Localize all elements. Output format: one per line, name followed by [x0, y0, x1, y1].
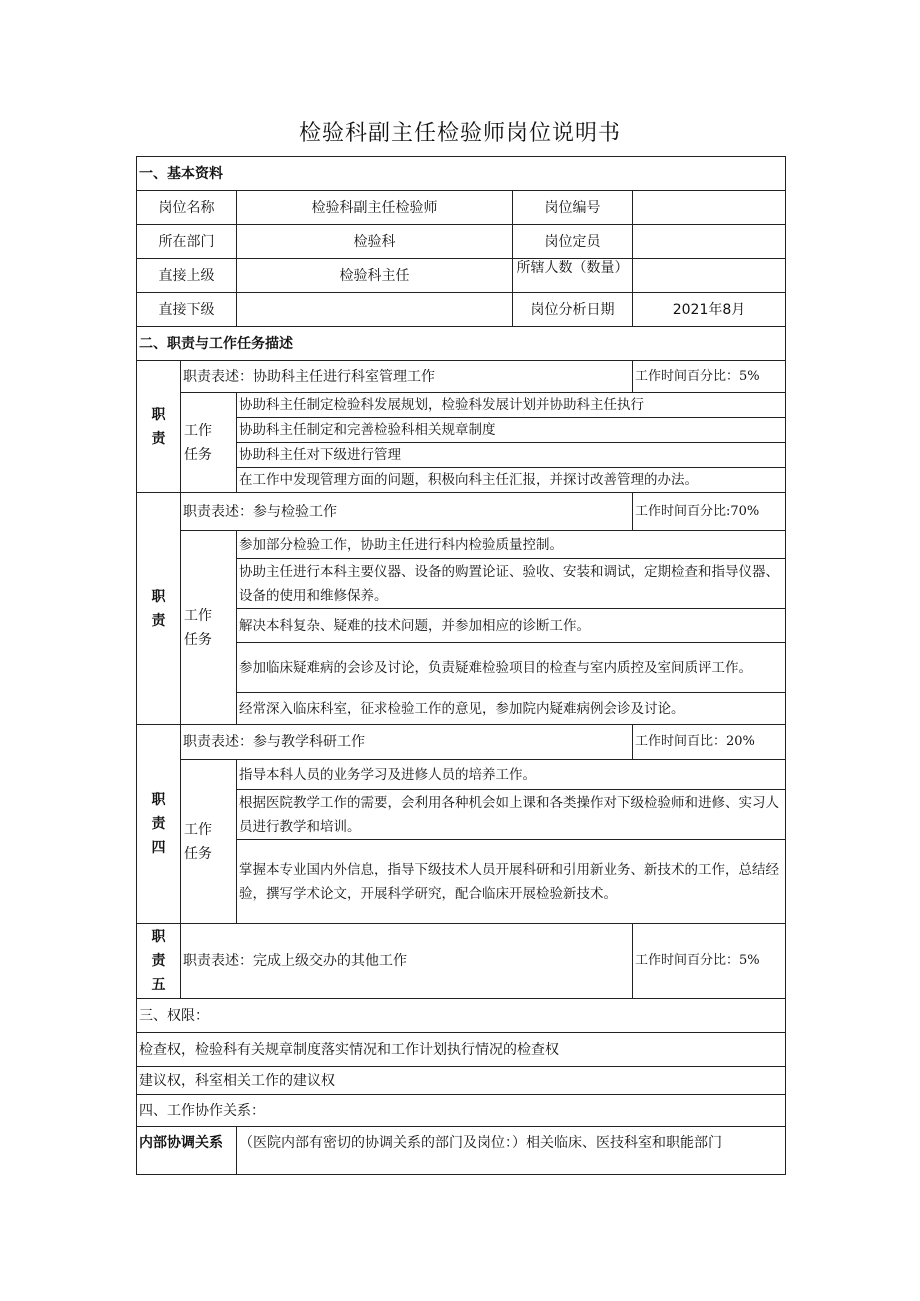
basic-info-row	[137, 225, 786, 259]
duty-label: 职 责 四	[137, 725, 181, 924]
authority-item: 检查权，检验科有关规章制度落实情况和工作计划执行情况的检查权	[137, 1033, 786, 1067]
basic-info-row	[137, 293, 786, 327]
duty-time-percent: 工作时间百分比：5%	[633, 924, 786, 999]
duty-row	[137, 924, 786, 999]
section-duties-heading: 二、职责与工作任务描述	[137, 327, 786, 361]
job-description-table	[136, 156, 786, 1175]
duty-row	[137, 361, 786, 393]
duty-description: 职责表述：协助科主任进行科室管理工作	[181, 361, 633, 393]
task-item: 解决本科复杂、疑难的技术问题，并参加相应的诊断工作。	[237, 609, 786, 643]
duty-row	[137, 725, 786, 760]
field-label: 岗位名称	[137, 191, 237, 225]
task-label: 工作 任务	[181, 760, 237, 924]
field-label: 岗位定员	[513, 225, 633, 259]
section-authority-heading: 三、权限：	[137, 999, 786, 1033]
duty-label: 职 责 五	[137, 924, 181, 999]
task-item: 协助主任进行本科主要仪器、设备的购置论证、验收、安装和调试，定期检查和指导仪器、设备的使用和维修保养。	[237, 559, 786, 609]
field-value: 检验科主任	[237, 259, 513, 293]
task-item: 指导本科人员的业务学习及进修人员的培养工作。	[237, 760, 786, 790]
duty-description: 职责表述：参与检验工作	[181, 493, 633, 531]
task-label: 工作 任务	[181, 393, 237, 493]
headcount-label: 所辖人数（数量）	[516, 259, 629, 276]
authority-item: 建议权，科室相关工作的建议权	[137, 1067, 786, 1095]
task-item: 协助科主任制定检验科发展规划，检验科发展计划并协助科主任执行	[237, 393, 786, 418]
field-value	[633, 259, 786, 293]
duty-description: 职责表述：参与教学科研工作	[181, 725, 633, 760]
field-value	[237, 293, 513, 327]
section-collaboration-heading: 四、工作协作关系：	[137, 1095, 786, 1127]
duty-time-percent: 工作时间百分比：5%	[633, 361, 786, 393]
document-title: 检验科副主任检验师岗位说明书	[298, 121, 621, 146]
task-item: 参加临床疑难病的会诊及讨论，负责疑难检验项目的检查与室内质控及室间质评工作。	[237, 643, 786, 693]
field-label	[513, 259, 633, 293]
task-item: 经常深入临床科室，征求检验工作的意见，参加院内疑难病例会诊及讨论。	[237, 693, 786, 725]
task-item: 掌握本专业国内外信息，指导下级技术人员开展科研和引用新业务、新技术的工作，总结经验，撰写学术论文，开展科学研究，配合临床开展检验新技术。	[237, 840, 786, 924]
internal-coordination-text: （医院内部有密切的协调关系的部门及岗位：）相关临床、医技科室和职能部门	[237, 1127, 786, 1175]
internal-coordination-label: 内部协调关系	[137, 1127, 237, 1175]
field-value: 2021年8月	[633, 293, 786, 327]
basic-info-row	[137, 259, 786, 293]
task-item: 参加部分检验工作，协助主任进行科内检验质量控制。	[237, 531, 786, 559]
duty-label: 职 责	[137, 361, 181, 493]
field-label: 直接下级	[137, 293, 237, 327]
duty-label: 职 责	[137, 493, 181, 725]
basic-info-row	[137, 191, 786, 225]
task-item: 协助科主任制定和完善检验科相关规章制度	[237, 418, 786, 443]
field-value: 检验科	[237, 225, 513, 259]
field-value	[633, 225, 786, 259]
duty-time-percent: 工作时间百比：20%	[633, 725, 786, 760]
section-basic-info-heading: 一、基本资料	[137, 157, 786, 191]
duty-description: 职责表述：完成上级交办的其他工作	[181, 924, 633, 999]
duty-row	[137, 493, 786, 531]
task-item: 根据医院教学工作的需要，会利用各种机会如上课和各类操作对下级检验师和进修、实习人员进行教学和培训。	[237, 790, 786, 840]
task-item: 在工作中发现管理方面的问题，积极向科主任汇报，并探讨改善管理的办法。	[237, 468, 786, 493]
field-label: 所在部门	[137, 225, 237, 259]
field-label: 直接上级	[137, 259, 237, 293]
field-value	[633, 191, 786, 225]
field-value: 检验科副主任检验师	[237, 191, 513, 225]
field-label: 岗位分析日期	[513, 293, 633, 327]
task-label: 工作 任务	[181, 531, 237, 725]
task-item: 协助科主任对下级进行管理	[237, 443, 786, 468]
duty-time-percent: 工作时间百分比:70%	[633, 493, 786, 531]
field-label: 岗位编号	[513, 191, 633, 225]
